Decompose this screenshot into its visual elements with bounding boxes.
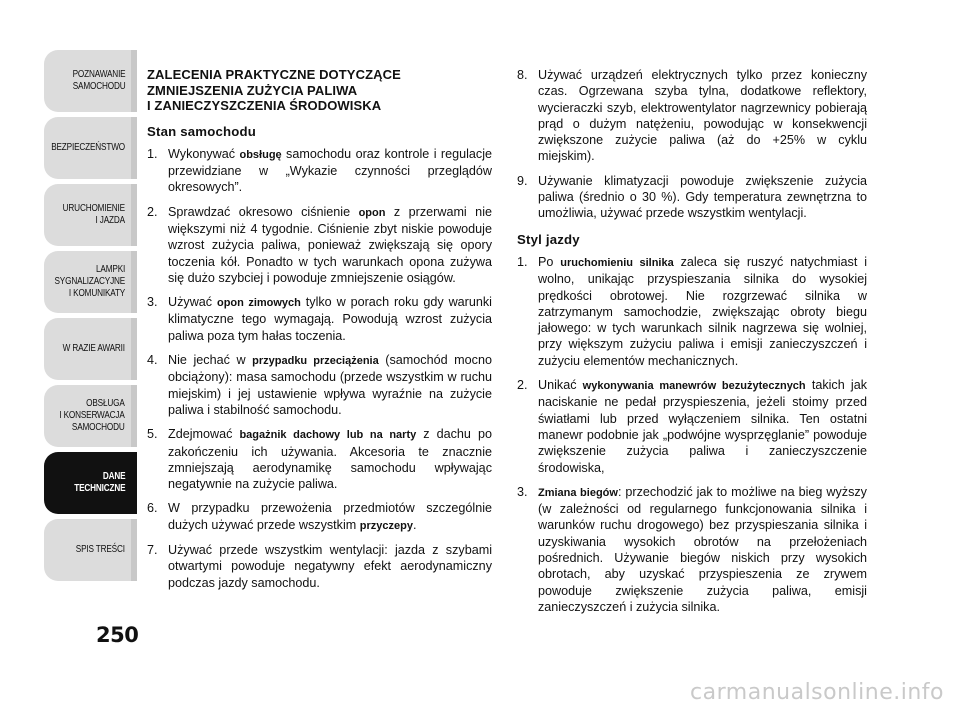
list-item — [147, 146, 492, 196]
item-number: 6. — [147, 501, 158, 516]
list-item — [517, 67, 867, 165]
list-item — [147, 294, 492, 344]
item-text: Zmiana biegów: przechodzić jak to możliwe na bieg wyższy (w zależności od regularnego funkcjonowania silnika i warunków ruchu drogowego) bez przyspieszania silnika i uzyskiwania wysokich obrotów na przełożeniach pośrednich. Używanie biegów niskich przy wysokich obrotach, aby uzyskać przyspieszenia ze zrywem powoduje zwiększenie zużycia paliwa, emisji zanieczyszczeń i zużycia silnika. — [538, 484, 867, 614]
item-number: 4. — [147, 353, 158, 368]
driving-list — [517, 254, 867, 615]
watermark: carmanualsonline.info — [690, 680, 944, 705]
tab-label: URUCHOMIENIE I JAZDA — [62, 203, 125, 226]
tab-bezpieczenstwo[interactable] — [44, 117, 131, 179]
item-text: Nie jechać w przypadku przeciążenia (samochód mocno obciążony): masa samochodu (przede wszystkim w ruchu miejskim) i jej ustawienie wpływa wyraźnie na zużycie paliwa i stabilność samochodu. — [168, 353, 492, 417]
tab-obsluga[interactable] — [44, 385, 131, 447]
item-number: 1. — [147, 146, 158, 161]
item-text: Wykonywać obsługę samochodu oraz kontrole i regulacje przewidziane w „Wykazie czynności przeglądów okresowych”. — [168, 146, 492, 195]
section-heading-vehicle: Stan samochodu — [147, 123, 257, 139]
tab-awarii[interactable] — [44, 318, 131, 380]
item-number: 1. — [517, 254, 528, 269]
item-text: Używanie klimatyzacji powoduje zwiększenie zużycia paliwa (średnio o 30 %). Gdy temperatura zewnętrzna to umożliwia, używać przede wszystkim wentylacji. — [538, 173, 867, 221]
tab-spis-tresci[interactable] — [44, 519, 131, 581]
item-emphasis: bagażnik dachowy lub na narty — [239, 429, 417, 442]
list-item — [147, 500, 492, 534]
tab-lampki[interactable] — [44, 251, 131, 313]
tab-label: POZNAWANIE SAMOCHODU — [72, 69, 125, 92]
item-emphasis: wykonywania manewrów bezużytecznych — [582, 380, 806, 393]
chapter-sidebar — [44, 50, 131, 586]
item-number: 3. — [517, 484, 528, 499]
list-item — [517, 173, 867, 222]
item-text: Sprawdzać okresowo ciśnienie opon z przerwami nie większymi niż 4 tygodnie. Ciśnienie zbyt niskie powoduje wzrost zużycia paliwa, ponieważ zwiększają się opory toczenia kół. Ponadto w tych warunkach opona zużywa się dużo szybciej i powoduje zmniejszenie osiągów. — [168, 204, 492, 285]
list-item — [517, 484, 867, 615]
item-emphasis: przypadku przeciążenia — [252, 355, 379, 368]
list-item — [517, 254, 867, 369]
item-text: Po uruchomieniu silnika zaleca się ruszyć natychmiast i wolno, unikając przyspieszania silnika do wysokiej prędkości obrotowej. Nie rozgrzewać silnika w zatrzymanym samochodzie, zwiększając obroty biegu jałowego: w tych warunkach silnik nagrzewa się wolniej, przy większym zużyciu paliwa i emisji zanieczyszczeń i zużyciu elementów mechanicznych. — [538, 254, 867, 368]
list-item — [147, 352, 492, 418]
item-number: 5. — [147, 427, 158, 442]
vehicle-list — [147, 146, 492, 591]
item-text: Używać opon zimowych tylko w porach roku gdy warunki klimatyczne tego wymagają. Powodują wzrost zużycia paliwa poza tym hałas toczenia. — [168, 295, 492, 343]
item-emphasis: opon zimowych — [216, 297, 301, 310]
tab-poznawanie[interactable] — [44, 50, 131, 112]
tab-label: W RAZIE AWARII — [62, 343, 125, 354]
item-number: 8. — [517, 68, 528, 82]
page-title: ZALECENIA PRAKTYCZNE DOTYCZĄCE ZMNIEJSZENIA ZUŻYCIA PALIWA I ZANIECZYSZCZENIA ŚRODOWISKA — [147, 67, 401, 113]
tab-dane-techniczne[interactable] — [44, 452, 131, 514]
item-number: 7. — [147, 543, 158, 558]
tab-label: OBSŁUGA I KONSERWACJA SAMOCHODU — [59, 398, 125, 433]
left-column — [147, 67, 492, 599]
item-number: 9. — [517, 173, 528, 188]
tab-label: BEZPIECZEŃSTWO — [51, 142, 125, 153]
page-number: 250 — [96, 623, 139, 647]
item-text: Zdejmować bagażnik dachowy lub na narty z dachu po zakończeniu ich używania. Akcesoria te znacznie zmniejszają aerodynamikę samochodu wpływając negatywnie na zużycie paliwa. — [168, 427, 492, 492]
item-text: Używać urządzeń elektrycznych tylko przez konieczny czas. Ogrzewana szyba tylna, dodatkowe reflektory, wycieraczki szyb, elektrowentylator nagrzewnicy pobierają prąd o dużym natężeniu, powodując w konsekwencji zwiększone zużycie paliwa (aż do +25% w cyklu miejskim). — [538, 68, 867, 164]
tab-uruchomienie[interactable] — [44, 184, 131, 246]
item-text: Unikać wykonywania manewrów bezużytecznych takich jak naciskanie ne pedał przyspieszenia, jeżeli stoimy przed światłami lub przed wyłączeniem silnika. Ten ostatni manewr podobnie jak „podwójne wysprzęglanie” powoduje zwiększenie zużycia paliwa i zanieczyszczenie środowiska, — [538, 378, 868, 475]
tab-label: DANE TECHNICZNE — [73, 471, 125, 494]
item-emphasis: Zmiana biegów — [538, 486, 618, 499]
list-item — [147, 426, 492, 492]
tab-label: LAMPKI SYGNALIZACYJNE I KOMUNIKATY — [54, 264, 125, 299]
item-text: W przypadku przewożenia przedmiotów szczególnie dużych używać przede wszystkim przyczepy. — [168, 501, 492, 532]
right-column — [517, 67, 867, 623]
vehicle-list-continued — [517, 67, 867, 222]
list-item — [147, 204, 492, 286]
item-text: Używać przede wszystkim wentylacji: jazda z szybami otwartymi powoduje negatywny efekt aerodynamiczny podczas jazdy samochodu. — [168, 543, 492, 590]
item-emphasis: obsługę — [239, 148, 282, 161]
list-item — [517, 377, 867, 476]
tab-label: SPIS TREŚCI — [75, 544, 125, 555]
item-emphasis: przyczepy — [359, 519, 413, 532]
list-item — [147, 542, 492, 591]
item-number: 2. — [147, 204, 158, 219]
item-emphasis: opon — [358, 206, 386, 219]
item-number: 3. — [147, 295, 158, 310]
section-heading-driving: Styl jazdy — [517, 231, 580, 247]
item-number: 2. — [517, 378, 528, 393]
item-emphasis: uruchomieniu silnika — [560, 256, 674, 269]
